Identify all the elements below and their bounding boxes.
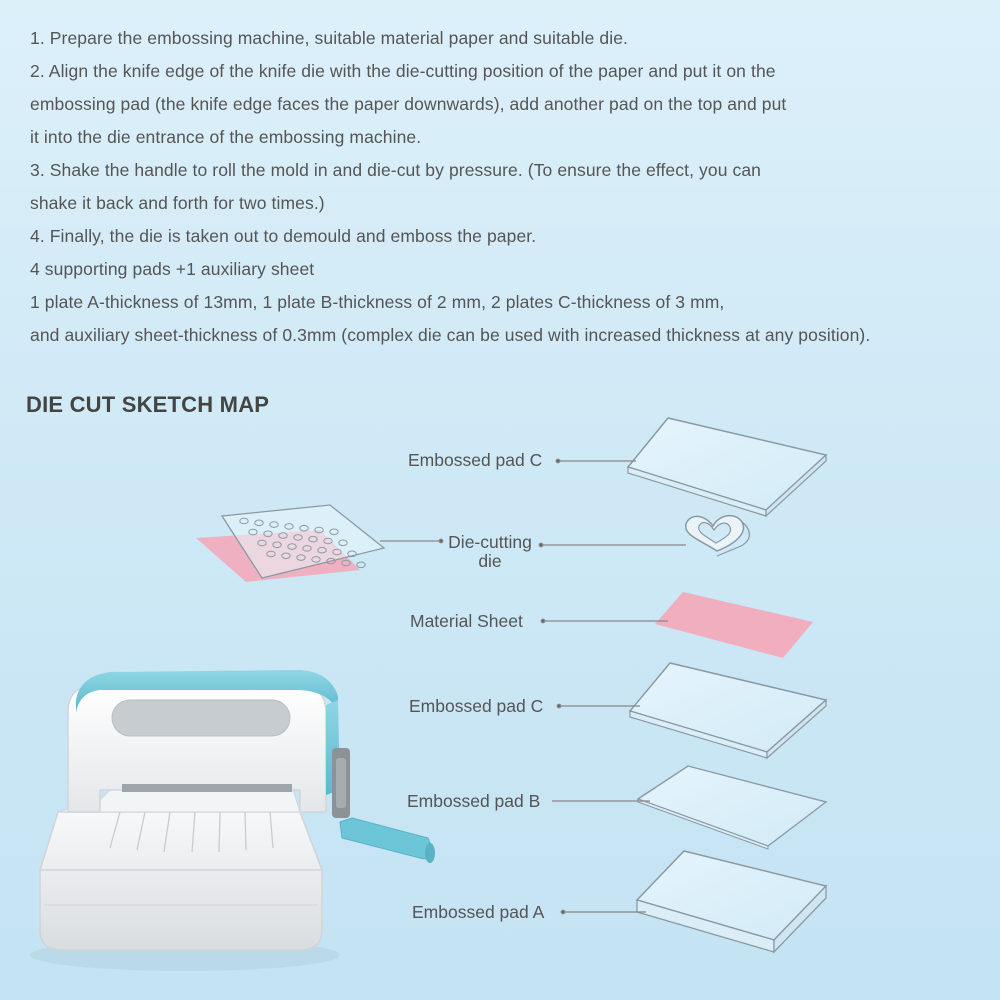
heart-die-icon bbox=[686, 516, 750, 556]
die-pattern-dot bbox=[357, 562, 365, 568]
instruction-line: embossing pad (the knife edge faces the paper downwards), add another pad on the top and put bbox=[30, 94, 787, 114]
diagram-title: DIE CUT SKETCH MAP bbox=[26, 392, 270, 417]
label-die-line1: Die-cutting bbox=[448, 532, 532, 552]
label-material-sheet: Material Sheet bbox=[410, 611, 523, 631]
instruction-line: it into the die entrance of the embossing machine. bbox=[30, 127, 422, 147]
instruction-line: 1 plate A-thickness of 13mm, 1 plate B-thickness of 2 mm, 2 plates C-thickness of 3 mm, bbox=[30, 292, 725, 312]
label-embossed-pad-c-top: Embossed pad C bbox=[408, 450, 543, 470]
instruction-line: 1. Prepare the embossing machine, suitable material paper and suitable die. bbox=[30, 28, 628, 48]
label-die-line2: die bbox=[478, 551, 502, 571]
instruction-line: 4. Finally, the die is taken out to demould and emboss the paper. bbox=[30, 226, 537, 246]
embossing-machine-illustration bbox=[30, 670, 435, 971]
embossed-pad-b bbox=[638, 766, 826, 849]
embossed-pad-a bbox=[637, 851, 826, 952]
material-sheet bbox=[655, 592, 813, 658]
label-embossed-pad-a: Embossed pad A bbox=[412, 902, 545, 922]
label-embossed-pad-b: Embossed pad B bbox=[407, 791, 541, 811]
instruction-line: 3. Shake the handle to roll the mold in and die-cut by pressure. (To ensure the effect, you can bbox=[30, 160, 761, 180]
instruction-line: shake it back and forth for two times.) bbox=[30, 193, 325, 213]
die-with-material-illustration bbox=[196, 505, 384, 582]
embossed-pad-c-bottom bbox=[630, 663, 826, 758]
instruction-line: 4 supporting pads +1 auxiliary sheet bbox=[30, 259, 315, 279]
instruction-line: and auxiliary sheet-thickness of 0.3mm (complex die can be used with increased thickness at any position). bbox=[30, 325, 871, 345]
label-embossed-pad-c-bottom: Embossed pad C bbox=[409, 696, 544, 716]
label-die-cutting-die bbox=[440, 533, 540, 571]
embossed-pad-c-top bbox=[628, 418, 826, 516]
instruction-line: 2. Align the knife edge of the knife die with the die-cutting position of the paper and put it on the bbox=[30, 61, 776, 81]
